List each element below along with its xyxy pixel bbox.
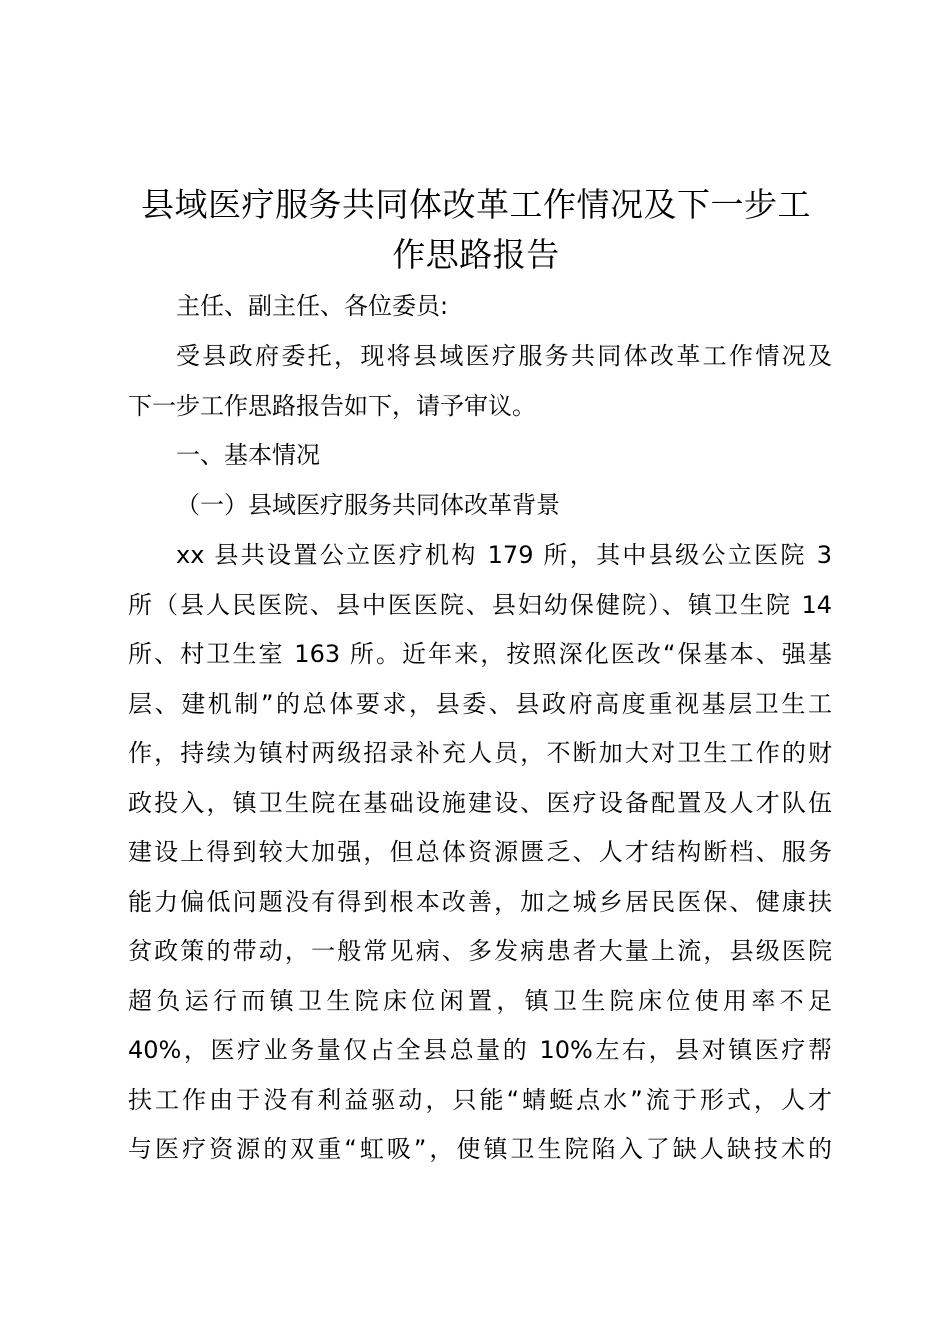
body-line: 政投入，镇卫生院在基础设施建设、医疗设备配置及人才队伍 [128, 788, 832, 817]
background-paragraph [128, 531, 832, 1175]
body-line: 与医疗资源的双重“虹吸”，使镇卫生院陷入了缺人缺技术的 [128, 1135, 832, 1163]
body-line: 能力偏低问题没有得到根本改善，加之城乡居民医保、健康扶 [128, 887, 832, 916]
heading-basic-situation: 一、基本情况 [176, 441, 320, 469]
body-line: 建设上得到较大加强，但总体资源匮乏、人才结构断档、服务 [128, 838, 832, 866]
intro-line-1: 受县政府委托，现将县域医疗服务共同体改革工作情况及 [176, 342, 832, 370]
body-line: 层、建机制”的总体要求，县委、县政府高度重视基层卫生工 [128, 689, 832, 718]
document-title [120, 180, 832, 280]
heading-reform-background: （一）县域医疗服务共同体改革背景 [176, 491, 560, 519]
body-line: 40%，医疗业务量仅占全县总量的 10%左右，县对镇医疗帮 [128, 1036, 832, 1064]
salutation-block [128, 282, 832, 332]
salutation: 主任、副主任、各位委员: [176, 292, 449, 320]
body-line: 超负运行而镇卫生院床位闲置，镇卫生院床位使用率不足 [128, 986, 832, 1015]
body-line: 贫政策的带动，一般常见病、多发病患者大量上流，县级医院 [128, 937, 832, 965]
subsection-heading-1-1 [128, 481, 832, 531]
intro-line-2: 下一步工作思路报告如下，请予审议。 [128, 391, 536, 420]
section-heading-1 [128, 431, 832, 481]
title-line-1: 县域医疗服务共同体改革工作情况及下一步工 [141, 185, 811, 224]
body-line: xx 县共设置公立医疗机构 179 所，其中县级公立医院 3 [176, 541, 832, 569]
body-line: 扶工作由于没有利益驱动，只能“蜻蜓点水”流于形式，人才 [128, 1085, 832, 1114]
body-line: 作，持续为镇村两级招录补充人员，不断加大对卫生工作的财 [128, 739, 832, 767]
intro-paragraph [128, 332, 832, 431]
body-line: 所（县人民医院、县中医医院、县妇幼保健院）、镇卫生院 14 [128, 590, 832, 619]
title-line-2: 作思路报告 [392, 235, 560, 274]
body-line: 所、村卫生室 163 所。近年来，按照深化医改“保基本、强基 [128, 640, 832, 668]
